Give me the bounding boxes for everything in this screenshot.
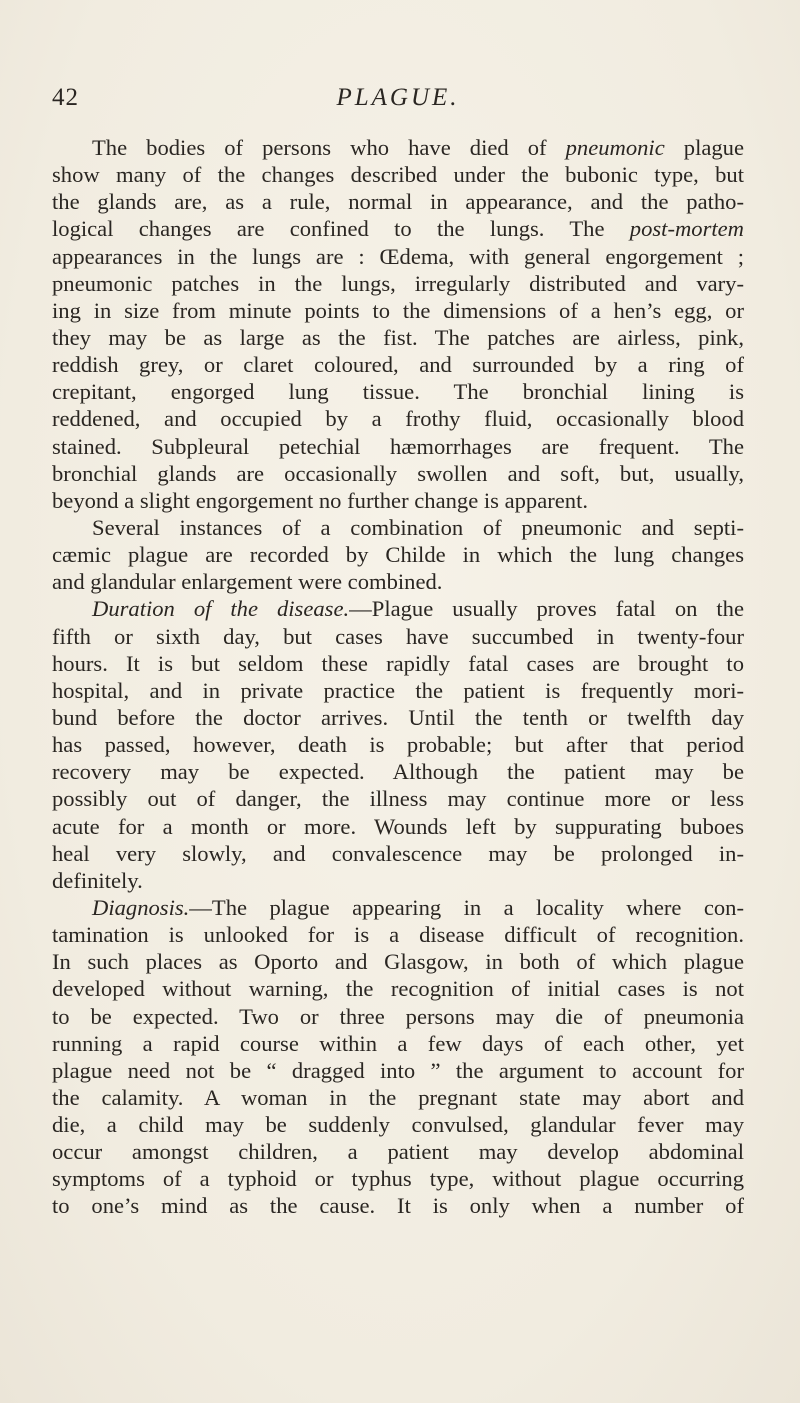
text-segment: pneumonic patches in the lungs, irregularly distributed and vary- — [52, 270, 744, 296]
text-line — [52, 758, 744, 785]
text-line — [52, 813, 744, 840]
text-line — [52, 541, 744, 568]
text-line — [52, 975, 744, 1002]
text-segment: Several instances of a combination of pneumonic and septi- — [92, 514, 744, 540]
text-line — [52, 405, 744, 432]
text-line — [52, 650, 744, 677]
text-line — [52, 188, 744, 215]
text-segment: hospital, and in private practice the patient is frequently mori- — [52, 677, 744, 703]
text-segment: possibly out of danger, the illness may continue more or less — [52, 786, 744, 812]
text-segment: developed without warning, the recognition of initial cases is not — [52, 976, 744, 1002]
page-header — [52, 84, 744, 124]
text-segment: beyond a slight engorgement no further change is apparent. — [52, 487, 589, 513]
text-line — [52, 433, 744, 460]
text-segment: logical changes are confined to the lungs. The — [52, 216, 630, 242]
text-segment: plague need not be “ dragged into ” the argument to account for — [52, 1057, 744, 1083]
text-line — [52, 1030, 744, 1057]
text-line — [52, 378, 744, 405]
text-segment: show many of the changes described under the bubonic type, but — [52, 162, 744, 188]
running-head: PLAGUE. — [336, 84, 460, 111]
text-line — [52, 270, 744, 297]
page-number: 42 — [52, 84, 79, 111]
text-line — [52, 894, 744, 921]
text-segment: definitely. — [52, 867, 143, 893]
text-line — [52, 785, 744, 812]
text-line — [52, 324, 744, 351]
text-line — [52, 948, 744, 975]
text-line — [52, 704, 744, 731]
text-segment: The bodies of persons who have died of — [92, 135, 566, 160]
text-segment: crepitant, engorged lung tissue. The bronchial lining is — [52, 379, 744, 405]
italic-text: post-mortem — [629, 216, 744, 242]
text-line — [52, 867, 744, 894]
text-segment: —Plague usually proves fatal on the — [349, 596, 744, 622]
text-segment: stained. Subpleural petechial hæmorrhages are frequent. The — [52, 433, 744, 459]
text-segment: to one’s mind as the cause. It is only when a number of — [52, 1193, 744, 1219]
text-segment: the calamity. A woman in the pregnant state may abort and — [52, 1084, 744, 1110]
body-text — [52, 134, 744, 1220]
text-segment: has passed, however, death is probable; but after that period — [52, 732, 744, 758]
text-segment: reddened, and occupied by a frothy fluid, occasionally blood — [52, 406, 744, 432]
text-segment: tamination is unlooked for is a disease difficult of recognition. — [52, 922, 744, 948]
text-segment: and glandular enlargement were combined. — [52, 569, 443, 595]
text-line — [52, 677, 744, 704]
text-segment: ing in size from minute points to the dimensions of a hen’s egg, or — [52, 297, 744, 323]
text-segment: bund before the doctor arrives. Until the tenth or twelfth day — [52, 704, 744, 730]
text-segment: reddish grey, or claret coloured, and surrounded by a ring of — [52, 352, 744, 378]
text-line — [52, 215, 744, 242]
text-segment: recovery may be expected. Although the patient may be — [52, 759, 744, 785]
text-segment: symptoms of a typhoid or typhus type, without plague occurring — [52, 1166, 744, 1192]
italic-text: Duration of the disease. — [92, 596, 350, 622]
text-line — [52, 1057, 744, 1084]
text-line — [52, 921, 744, 948]
text-segment: hours. It is but seldom these rapidly fatal cases are brought to — [52, 650, 744, 676]
text-line — [52, 460, 744, 487]
text-line — [52, 1111, 744, 1138]
text-line — [52, 731, 744, 758]
text-line — [52, 568, 744, 595]
text-segment: plague — [664, 135, 744, 160]
text-segment: —The plague appearing in a locality where con- — [189, 894, 744, 920]
text-line — [52, 487, 744, 514]
text-segment: to be expected. Two or three persons may die of pneumonia — [52, 1003, 744, 1029]
text-segment: appearances in the lungs are : Œdema, with general engorgement ; — [52, 243, 744, 269]
text-line — [52, 1003, 744, 1030]
text-line — [52, 514, 744, 541]
text-segment: acute for a month or more. Wounds left by suppurating buboes — [52, 813, 744, 839]
text-segment: occur amongst children, a patient may develop abdominal — [52, 1139, 744, 1165]
text-line — [52, 161, 744, 188]
text-segment: cæmic plague are recorded by Childe in which the lung changes — [52, 542, 744, 568]
text-segment: running a rapid course within a few days of each other, yet — [52, 1030, 744, 1056]
text-line — [52, 1084, 744, 1111]
text-line — [52, 595, 744, 622]
text-line — [52, 243, 744, 270]
text-line — [52, 623, 744, 650]
text-line — [52, 840, 744, 867]
text-line — [52, 1138, 744, 1165]
text-segment: fifth or sixth day, but cases have succumbed in twenty-four — [52, 623, 744, 649]
text-line — [52, 1192, 744, 1219]
text-line — [52, 351, 744, 378]
italic-text: Diagnosis. — [92, 894, 190, 920]
text-line — [52, 134, 744, 161]
text-segment: In such places as Oporto and Glasgow, in both of which plague — [52, 949, 744, 975]
italic-text: pneumonic — [565, 135, 665, 160]
text-segment: bronchial glands are occasionally swollen and soft, but, usually, — [52, 460, 744, 486]
text-line — [52, 1165, 744, 1192]
text-segment: die, a child may be suddenly convulsed, glandular fever may — [52, 1112, 744, 1138]
text-line — [52, 297, 744, 324]
text-segment: the glands are, as a rule, normal in appearance, and the patho- — [52, 189, 744, 215]
text-segment: they may be as large as the fist. The patches are airless, pink, — [52, 324, 744, 350]
text-segment: heal very slowly, and convalescence may be prolonged in- — [52, 840, 744, 866]
